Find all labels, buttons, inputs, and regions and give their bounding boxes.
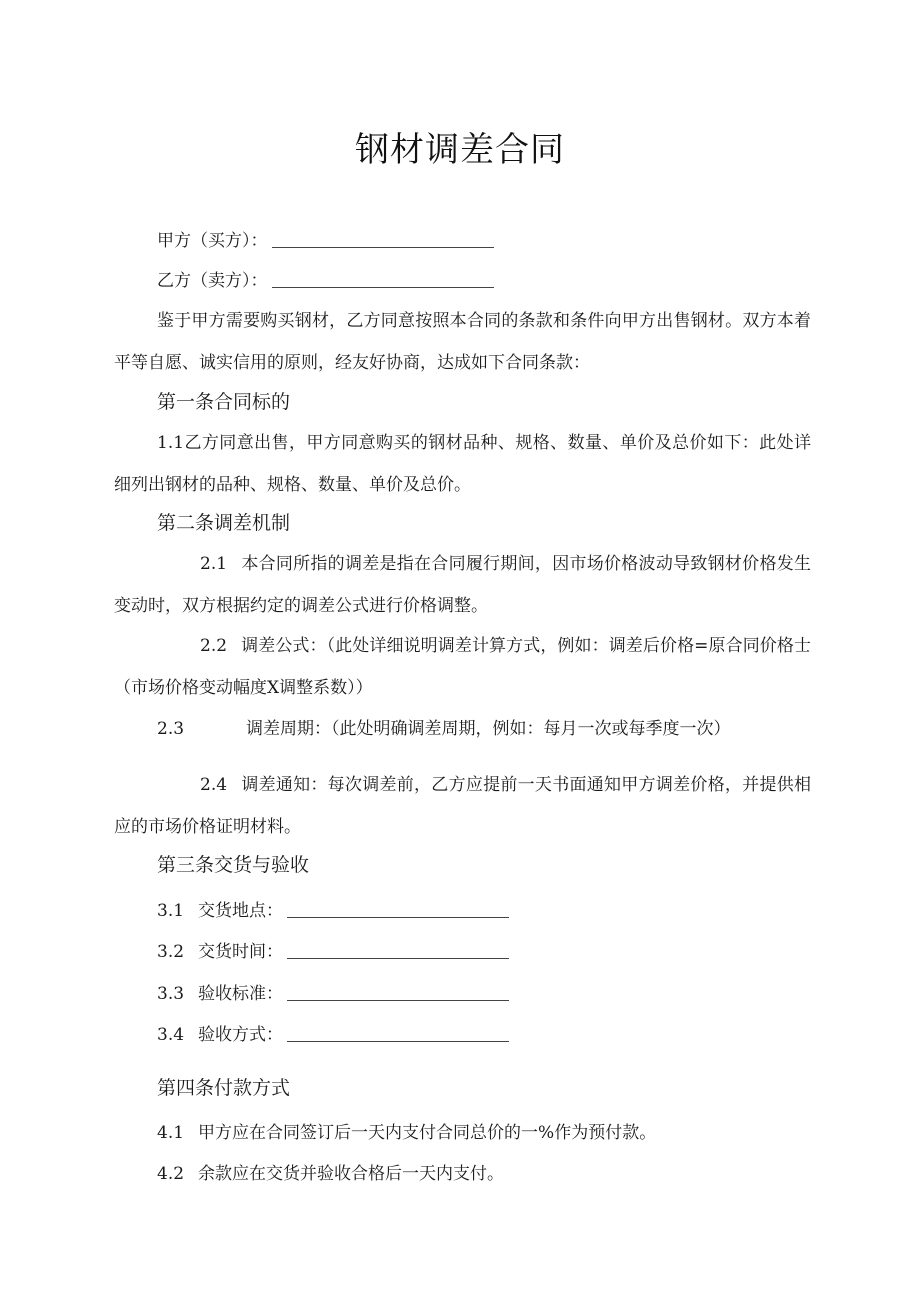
clause-3-4-label: 验收方式： (198, 1025, 284, 1045)
clause-4-1-number: 4.1 (157, 1123, 185, 1143)
clause-2-3-number: 2.3 (157, 719, 185, 739)
seller-label: 乙方（卖方）： (157, 271, 268, 291)
delivery-location-blank (287, 899, 509, 918)
preamble-paragraph: 鉴于甲方需要购买钢材，乙方同意按照本合同的条款和条件向甲方出售钢材。双方本着平等自愿、诚实信用的原则，经友好协商，达成如下合同条款： (114, 311, 811, 373)
clause-2-1 (114, 543, 811, 627)
clause-3-1-label: 交货地点： (198, 901, 284, 921)
seller-line (157, 269, 494, 293)
clause-2-2-text: 调差公式：（此处详细说明调差计算方式，例如：调差后价格=原合同价格士（市场价格变动幅度X调整系数）） (114, 636, 811, 698)
clause-3-4 (157, 1023, 509, 1047)
acceptance-standard-blank (287, 982, 509, 1001)
buyer-blank (272, 229, 494, 248)
buyer-label: 甲方（买方）： (157, 231, 268, 251)
clause-2-4-text: 调差通知：每次调差前，乙方应提前一天书面通知甲方调差价格，并提供相应的市场价格证明材料。 (114, 775, 811, 837)
clause-2-2 (114, 625, 811, 709)
clause-3-1 (157, 899, 509, 923)
clause-2-4 (114, 764, 811, 848)
clause-3-3-label: 验收标准： (198, 984, 284, 1004)
article3-heading: 第三条交货与验收 (157, 854, 310, 876)
clause-3-4-number: 3.4 (157, 1025, 185, 1045)
seller-blank (272, 269, 494, 288)
document-title: 钢材调差合同 (355, 130, 565, 170)
article1-heading: 第一条合同标的 (157, 391, 291, 413)
clause-4-2-text: 余款应在交货并验收合格后一天内支付。 (198, 1164, 505, 1184)
clause-4-1-text: 甲方应在合同签订后一天内支付合同总价的一%作为预付款。 (198, 1123, 657, 1143)
clause-1-1: 1.1乙方同意出售，甲方同意购买的钢材品种、规格、数量、单价及总价如下：此处详细列出钢材的品种、规格、数量、单价及总价。 (114, 433, 811, 495)
clause-3-2-label: 交货时间： (198, 942, 284, 962)
clause-2-1-text: 本合同所指的调差是指在合同履行期间，因市场价格波动导致钢材价格发生变动时，双方根据约定的调差公式进行价格调整。 (114, 554, 811, 616)
clause-4-2 (157, 1162, 504, 1186)
clause-2-2-number: 2.2 (200, 636, 228, 656)
acceptance-method-blank (287, 1023, 509, 1042)
clause-3-3-number: 3.3 (157, 984, 185, 1004)
clause-4-1 (157, 1121, 656, 1145)
clause-2-3 (157, 717, 731, 741)
article2-heading: 第二条调差机制 (157, 512, 291, 534)
clause-4-2-number: 4.2 (157, 1164, 185, 1184)
clause-3-1-number: 3.1 (157, 901, 185, 921)
clause-3-2-number: 3.2 (157, 942, 185, 962)
clause-2-1-number: 2.1 (200, 554, 228, 574)
buyer-line (157, 229, 494, 253)
delivery-time-blank (287, 940, 509, 959)
clause-3-3 (157, 982, 509, 1006)
article4-heading: 第四条付款方式 (157, 1077, 291, 1099)
clause-3-2 (157, 940, 509, 964)
clause-2-3-text: 调差周期：（此处明确调差周期，例如：每月一次或每季度一次） (246, 719, 731, 739)
clause-2-4-number: 2.4 (200, 775, 228, 795)
